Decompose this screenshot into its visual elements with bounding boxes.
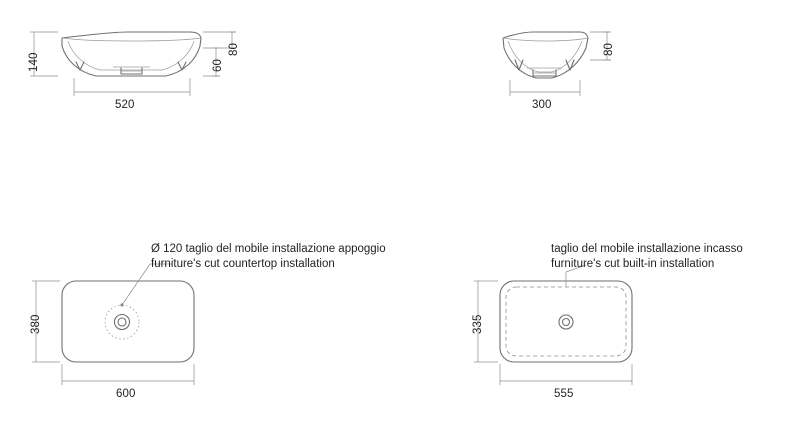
dim-front-height-total: 140 (28, 52, 40, 72)
dim-top-countertop-width: 600 (116, 388, 136, 400)
top-builtin-geometry (500, 265, 632, 362)
dim-top-countertop-depth: 380 (30, 314, 42, 334)
top-countertop-geometry (62, 264, 194, 362)
dim-front-height-rim: 80 (228, 43, 240, 56)
dim-front-width: 520 (115, 99, 135, 111)
side-section-geometry (503, 32, 588, 78)
callout-countertop-installation (151, 242, 386, 271)
dim-side-width: 300 (532, 99, 552, 111)
callout-countertop-line-en: furniture's cut countertop installation (151, 257, 335, 270)
side-section-dimensions (510, 32, 611, 96)
dim-front-height-inner: 60 (212, 59, 224, 72)
front-section-geometry (62, 32, 201, 76)
front-section-dimensions (30, 32, 236, 96)
callout-builtin-line-it: taglio del mobile installazione incasso (551, 243, 743, 255)
dim-side-height-rim: 80 (603, 43, 615, 56)
callout-builtin-line-en: furniture's cut built-in installation (551, 257, 715, 270)
callout-countertop-line-it: Ø 120 taglio del mobile installazione appoggio (151, 243, 386, 255)
dim-top-builtin-width: 555 (554, 388, 574, 400)
dim-top-builtin-depth: 335 (472, 314, 484, 334)
callout-builtin-installation (551, 242, 743, 271)
